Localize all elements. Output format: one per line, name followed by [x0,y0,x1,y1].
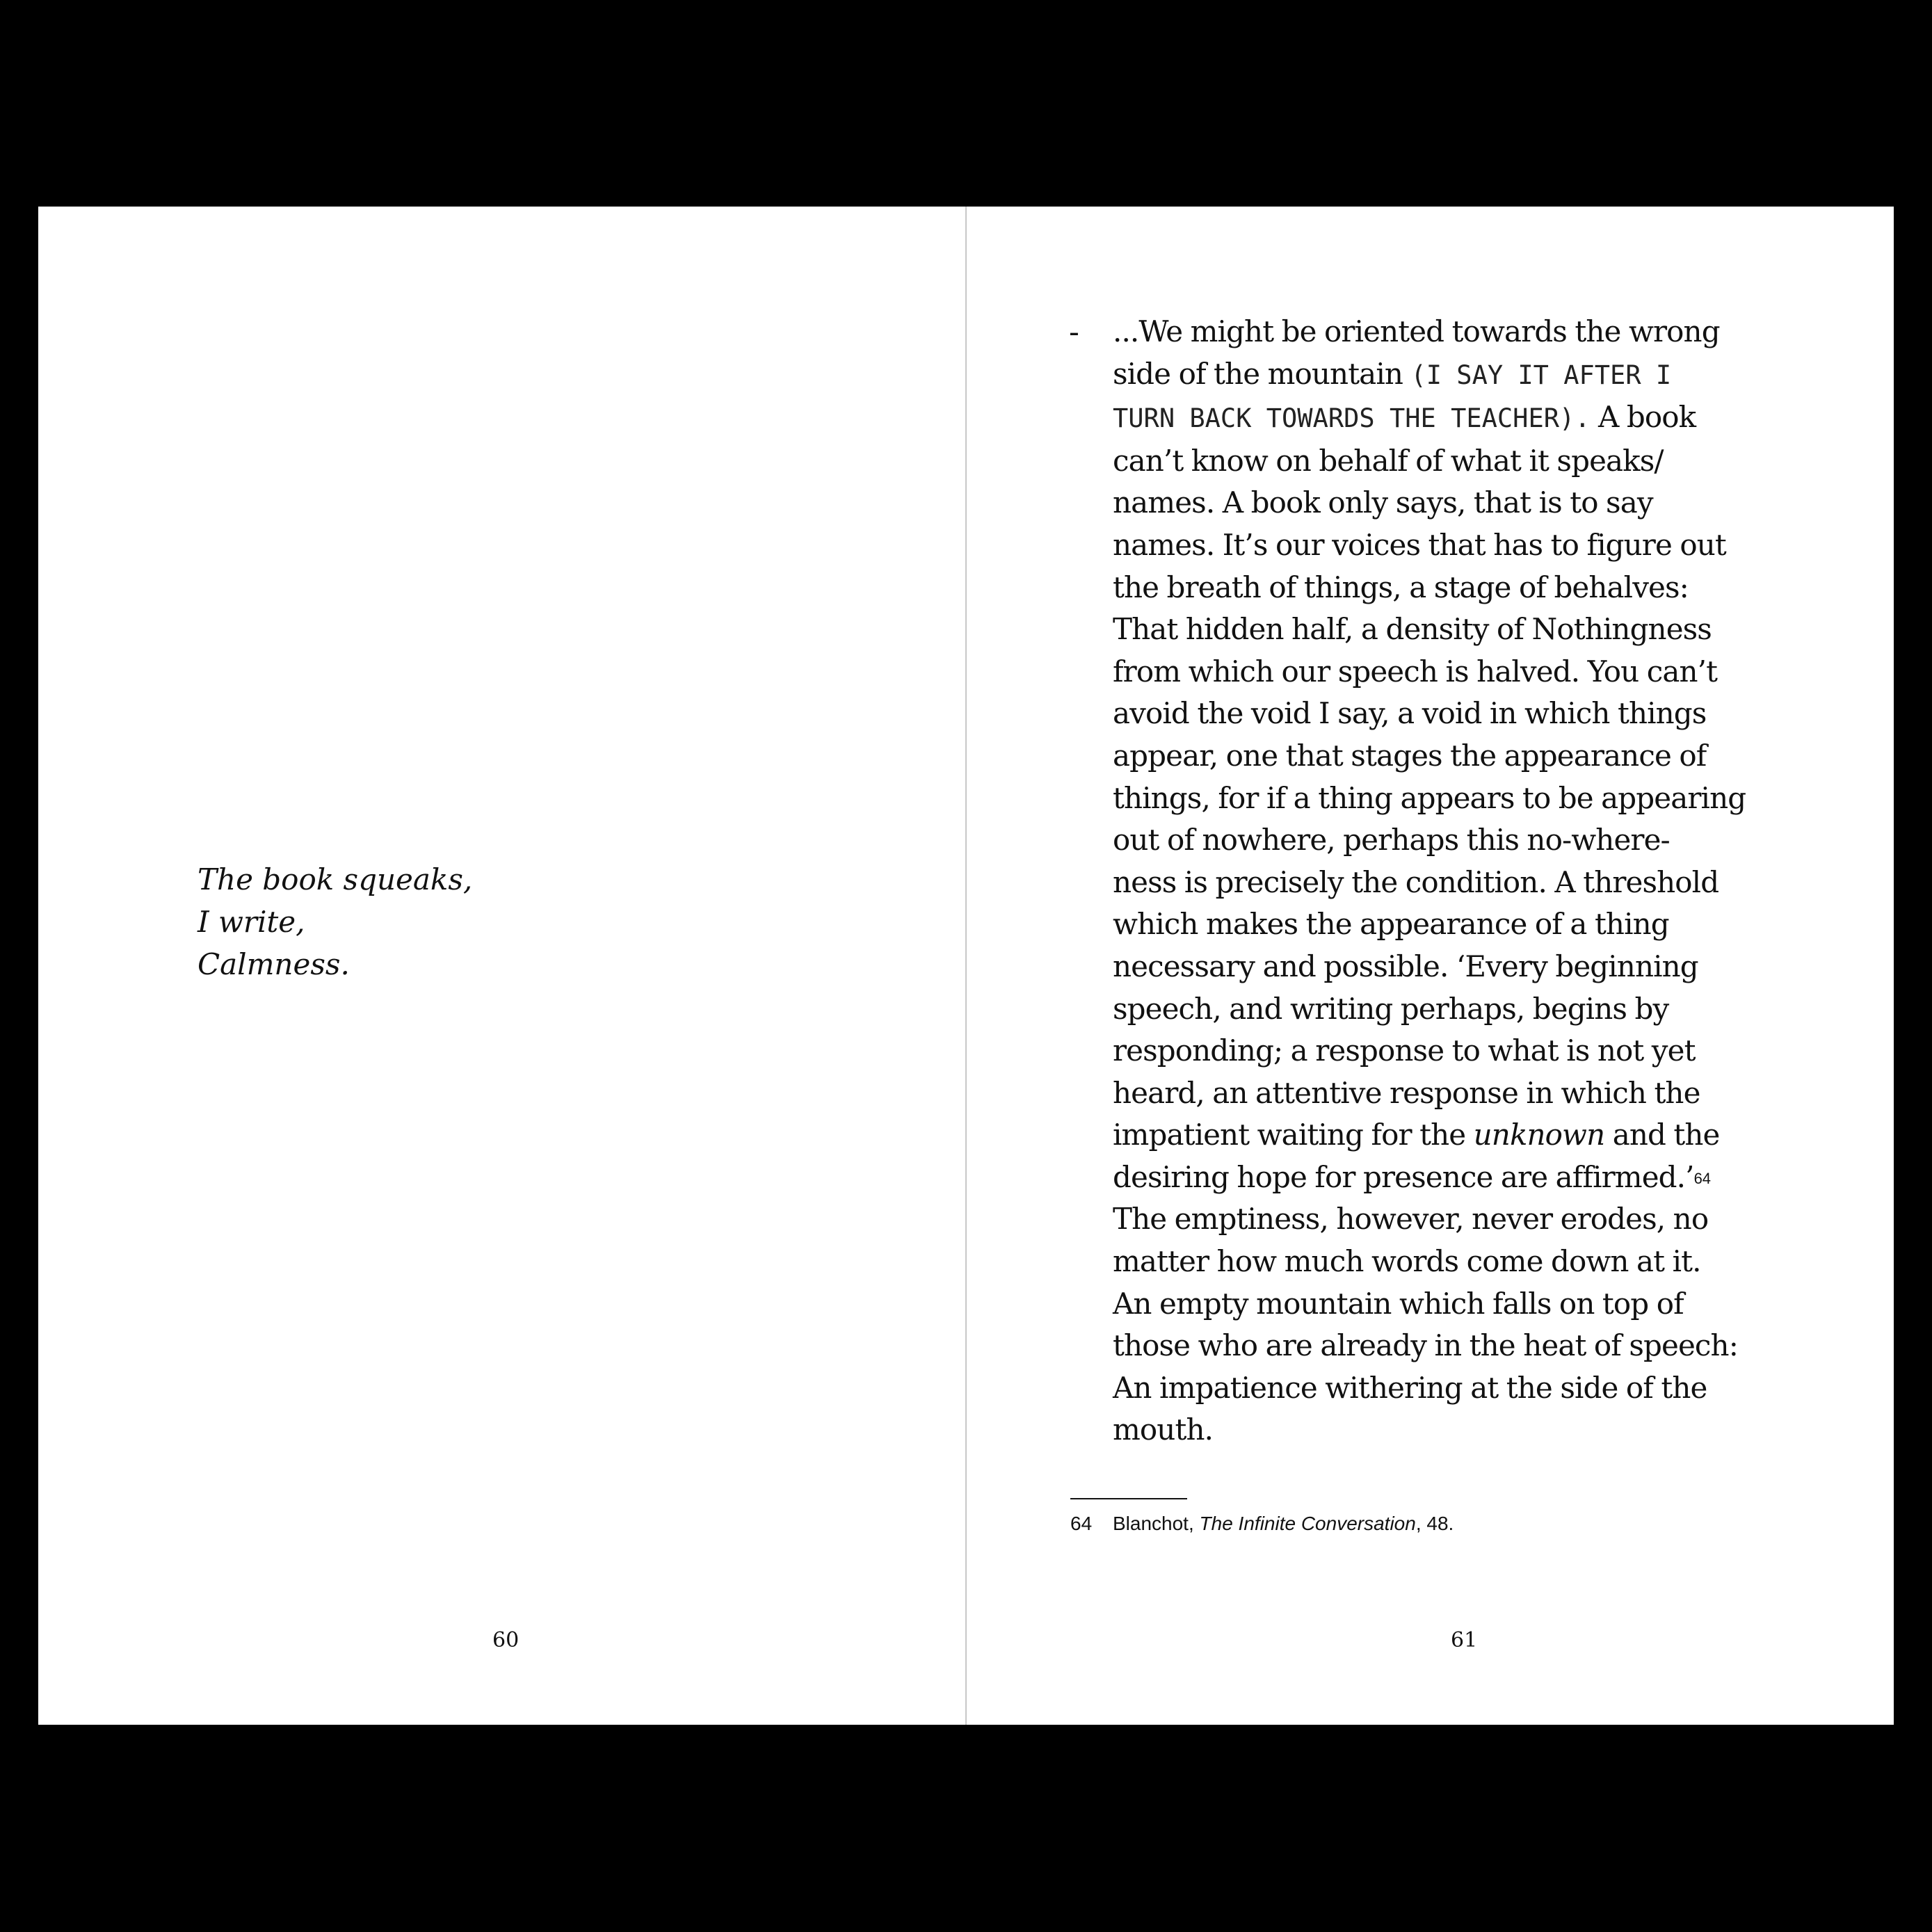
text-line: things, for if a thing appears to be appearing [1113,780,1746,815]
footnote-author: Blanchot, [1113,1513,1200,1534]
text-line [1113,1114,1780,1157]
text-line: The emptiness, however, never erodes, no [1113,1202,1709,1237]
poem-line: I write, [198,905,305,939]
book-spread [38,207,1894,1725]
text-line: An impatience withering at the side of the [1113,1370,1707,1405]
text-line: That hidden half, a density of Nothingness [1113,612,1712,647]
text-line: matter how much words come down at it. [1113,1244,1701,1279]
left-page [38,207,965,1725]
text-line: speech, and writing perhaps, begins by [1113,991,1669,1026]
footnote-number: 64 [1070,1513,1093,1534]
footnote-title: The Infinite Conversation [1199,1513,1416,1534]
text-line: ...We might be oriented towards the wrong [1113,314,1720,348]
text-span: desiring hope for presence are affirmed.’ [1113,1159,1694,1194]
text-line [1113,1157,1780,1199]
text-line: can’t know on behalf of what it speaks/ [1113,443,1664,478]
poem [198,858,472,985]
text-line: necessary and possible. ‘Every beginning [1113,949,1698,983]
text-line: appear, one that stages the appearance of [1113,738,1707,773]
text-line: avoid the void I say, a void in which things [1113,696,1707,731]
italic-word: unknown [1473,1118,1605,1152]
right-page [967,207,1894,1725]
footnote-reference[interactable]: 64 [1693,1169,1712,1187]
footnote-rest: , 48. [1415,1513,1454,1534]
stage-direction: (I SAY IT AFTER I [1410,360,1672,390]
body-paragraph [1113,311,1780,1451]
text-span: A book [1590,400,1696,435]
text-line: names. It’s our voices that has to figure out [1113,527,1726,562]
page-number-right: 61 [1451,1628,1478,1652]
footnote [1070,1511,1454,1536]
text-span: side of the mountain [1113,356,1411,391]
poem-line: The book squeaks, [198,862,473,896]
text-line: out of nowhere, perhaps this no-where- [1113,823,1670,858]
text-line [1113,396,1780,440]
stage-direction: TURN BACK TOWARDS THE TEACHER). [1113,403,1591,434]
text-line [1113,353,1780,397]
text-line: mouth. [1113,1412,1214,1447]
text-line: responding; a response to what is not yet [1113,1033,1696,1068]
text-line: ness is precisely the condition. A threshold [1113,864,1719,899]
text-line: names. A book only says, that is to say [1113,485,1653,520]
text-line: the breath of things, a stage of behalves: [1113,570,1689,604]
text-span: and the [1604,1118,1720,1152]
text-line: heard, an attentive response in which the [1113,1075,1700,1110]
body-block [967,311,1894,1528]
text-line: from which our speech is halved. You can’t [1113,654,1718,689]
text-line: An empty mountain which falls on top of [1113,1286,1684,1321]
page-number-left: 60 [492,1628,520,1652]
text-line: those who are already in the heat of speech: [1113,1328,1738,1363]
text-span: impatient waiting for the [1113,1118,1474,1152]
poem-line: Calmness. [198,947,350,981]
dialogue-dash: - [1069,314,1079,350]
footnote-rule [1070,1498,1187,1499]
text-line: which makes the appearance of a thing [1113,907,1669,942]
